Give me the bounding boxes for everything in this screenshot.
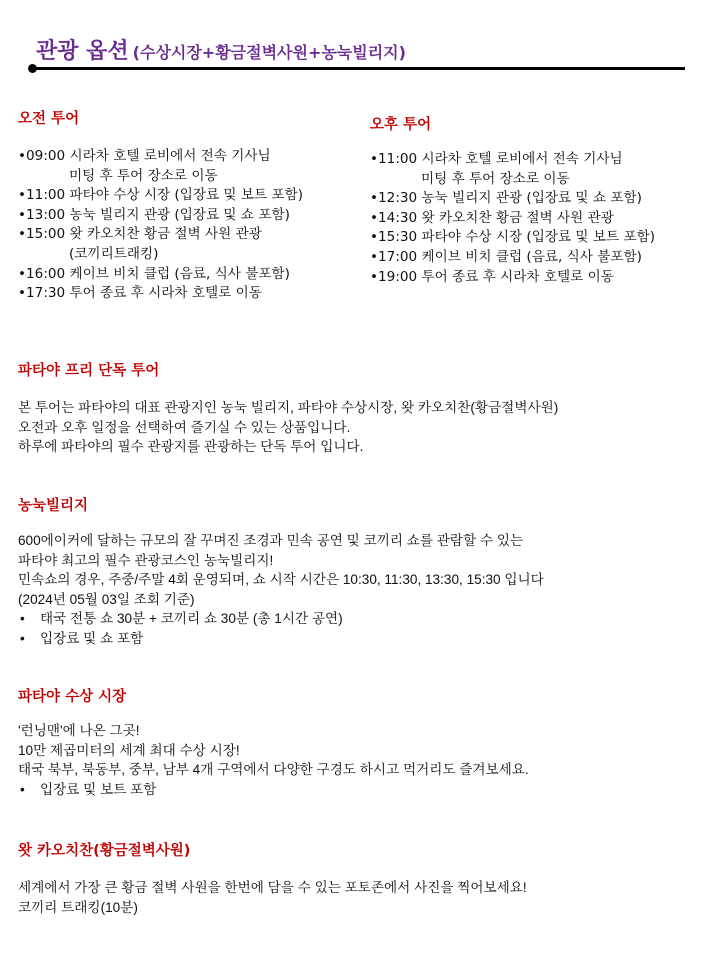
schedule-item: •11:00 파타야 수상 시장 (입장료 및 보트 포함) <box>18 187 304 204</box>
schedule-item: •15:30 파타야 수상 시장 (입장료 및 보트 포함) <box>370 229 656 246</box>
morning-tour-heading: 오전 투어 <box>18 111 80 127</box>
bullet-item <box>18 609 544 629</box>
bullet-text: 태국 전통 쇼 30분 + 코끼리 쇼 30분 (총 1시간 공연) <box>40 611 343 627</box>
bullet-icon: • <box>20 611 25 627</box>
nongnooch-description <box>18 531 544 649</box>
afternoon-tour-schedule <box>370 150 655 287</box>
bullet-item <box>18 780 529 800</box>
schedule-item: •13:00 농눅 빌리지 관광 (입장료 및 쇼 포함) <box>18 206 290 223</box>
schedule-item-continuation: (코끼리트래킹) <box>69 245 159 262</box>
nongnooch-heading: 농눅빌리지 <box>18 498 89 514</box>
schedule-item: •17:00 케이브 비치 클럽 (음료, 식사 불포함) <box>370 248 642 265</box>
paragraph-line: (2024년 05월 03일 조회 기준) <box>18 591 195 607</box>
paragraph-line: '런닝맨'에 나온 그곳! <box>18 723 140 738</box>
title-subtitle: (수상시장+황금절벽사원+농눅빌리지) <box>132 43 406 62</box>
floating-market-heading: 파타야 수상 시장 <box>18 689 127 705</box>
paragraph-line: 민속쇼의 경우, 주중/주말 4회 운영되며, 쇼 시작 시간은 10:30, 11:30, 13:30, 15:30 입니다 <box>18 572 544 588</box>
schedule-item: •12:30 농눅 빌리지 관광 (입장료 및 쇼 포함) <box>370 190 642 207</box>
title-main: 관광 옵션 <box>36 39 129 64</box>
schedule-item: •11:00 시라차 호텔 로비에서 전속 기사님 <box>370 151 623 167</box>
afternoon-tour-heading: 오후 투어 <box>370 117 432 133</box>
paragraph-line: 세계에서 가장 큰 황금 절벽 사원을 한번에 담을 수 있는 포토존에서 사진을 찍어보세요! <box>18 880 527 895</box>
bullet-text: 입장료 및 쇼 포함 <box>40 630 144 646</box>
private-tour-heading: 파타야 프리 단독 투어 <box>18 363 160 379</box>
paragraph-line: 파타야 최고의 필수 관광코스인 농눅빌리지! <box>18 552 274 568</box>
schedule-item: •17:30 투어 종료 후 시라차 호텔로 이동 <box>18 285 262 302</box>
floating-market-description <box>18 721 529 799</box>
bullet-icon: • <box>20 781 25 797</box>
schedule-item: •19:00 투어 종료 후 시라차 호텔로 이동 <box>370 268 614 285</box>
schedule-item: •15:00 왓 카오치찬 황금 절벽 사원 관광 <box>18 226 262 243</box>
schedule-item-continuation: 미팅 후 투어 장소로 이동 <box>69 167 218 184</box>
schedule-item-continuation: 미팅 후 투어 장소로 이동 <box>421 170 570 187</box>
paragraph-line: 오전과 오후 일정을 선택하여 즐기실 수 있는 상품입니다. <box>18 419 351 435</box>
schedule-item: •14:30 왓 카오치찬 황금 절벽 사원 관광 <box>370 209 614 226</box>
paragraph-line: 10만 제곱미터의 세계 최대 수상 시장! <box>18 742 240 758</box>
schedule-item: •16:00 케이브 비치 클럽 (음료, 식사 불포함) <box>18 265 290 282</box>
bullet-text: 입장료 및 보트 포함 <box>40 781 157 797</box>
paragraph-line: 본 투어는 파타야의 대표 관광지인 농눅 빌리지, 파타야 수상시장, 왓 카오치찬(황금절벽사원) <box>18 400 559 415</box>
schedule-item: •09:00 시라차 호텔 로비에서 전속 기사님 <box>18 148 271 164</box>
morning-tour-schedule <box>18 147 303 304</box>
wat-khao-chi-chan-description <box>18 878 527 917</box>
bullet-item <box>18 629 544 649</box>
paragraph-line: 600에이커에 달하는 규모의 잘 꾸며진 조경과 민속 공연 및 코끼리 쇼를 관람할 수 있는 <box>18 533 524 548</box>
bullet-icon: • <box>20 630 25 646</box>
paragraph-line: 하루에 파타야의 필수 관광지를 관광하는 단독 투어 입니다. <box>18 439 364 455</box>
page-title <box>36 34 406 65</box>
paragraph-line: 코끼리 트래킹(10분) <box>18 899 138 915</box>
private-tour-description <box>18 398 558 457</box>
wat-khao-chi-chan-heading: 왓 카오치찬(황금절벽사원) <box>18 843 191 859</box>
title-divider <box>32 67 685 70</box>
paragraph-line: 태국 북부, 북동부, 중부, 남부 4개 구역에서 다양한 구경도 하시고 먹거리도 즐겨보세요. <box>18 762 529 778</box>
